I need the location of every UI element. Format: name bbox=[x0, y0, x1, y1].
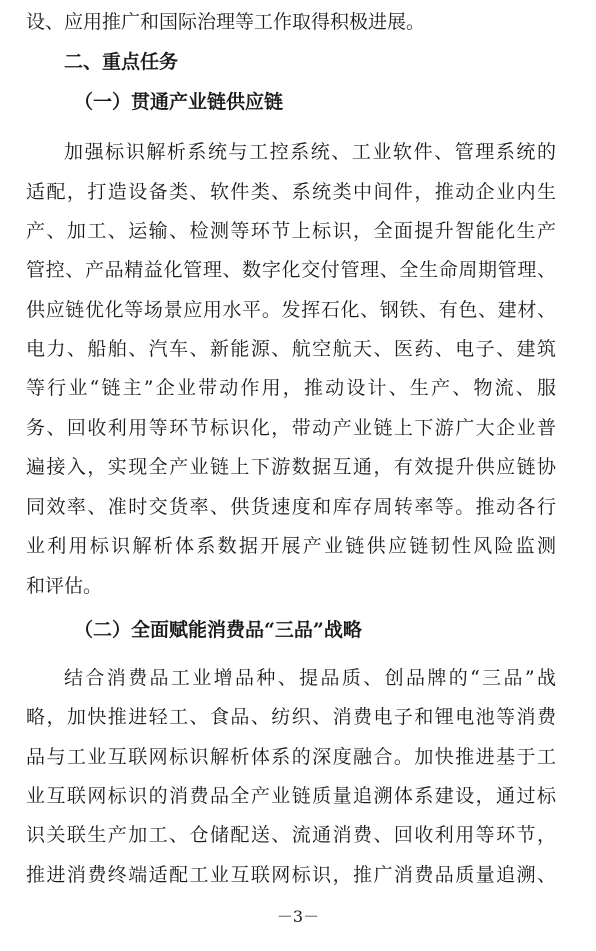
paragraph-line: 管控、产品精益化管理、数字化交付管理、全生命周期管理、 bbox=[26, 259, 556, 281]
paragraph-line: 略，加快推进轻工、食品、纺织、消费电子和锂电池等消费 bbox=[26, 706, 556, 728]
paragraph-line: 识关联生产加工、仓储配送、流通消费、回收利用等环节， bbox=[26, 824, 556, 846]
paragraph-line: 同效率、准时交货率、供货速度和库存周转率等。推动各行 bbox=[26, 496, 556, 518]
paragraph-line: 结合消费品工业增品种、提品质、创品牌的“三品”战 bbox=[64, 667, 556, 689]
paragraph-line: 供应链优化等场景应用水平。发挥石化、钢铁、有色、建材、 bbox=[26, 299, 556, 321]
subsection-heading-2: （二）全面赋能消费品“三品”战略 bbox=[74, 619, 362, 641]
paragraph-line: 和评估。 bbox=[26, 575, 103, 597]
paragraph-line: 业互联网标识的消费品全产业链质量追溯体系建设，通过标 bbox=[26, 785, 556, 807]
section-heading: 二、重点任务 bbox=[64, 51, 179, 73]
paragraph-line: 电力、船舶、汽车、新能源、航空航天、医药、电子、建筑 bbox=[26, 338, 556, 360]
paragraph-line: 加强标识解析系统与工控系统、工业软件、管理系统的 bbox=[64, 141, 556, 163]
paragraph-line: 等行业“链主”企业带动作用，推动设计、生产、物流、服 bbox=[26, 377, 556, 399]
page-number: －3－ bbox=[276, 907, 320, 926]
continued-paragraph-line: 设、应用推广和国际治理等工作取得积极进展。 bbox=[26, 11, 426, 33]
subsection-heading-1: （一）贯通产业链供应链 bbox=[74, 91, 284, 113]
paragraph-line: 适配，打造设备类、软件类、系统类中间件，推动企业内生 bbox=[26, 181, 556, 203]
paragraph-line: 务、回收利用等环节标识化，带动产业链上下游广大企业普 bbox=[26, 417, 556, 439]
paragraph-line: 业利用标识解析体系数据开展产业链供应链韧性风险监测 bbox=[26, 535, 556, 557]
paragraph-line: 推进消费终端适配工业互联网标识，推广消费品质量追溯、 bbox=[26, 864, 556, 886]
paragraph-line: 遍接入，实现全产业链上下游数据互通，有效提升供应链协 bbox=[26, 456, 556, 478]
paragraph-line: 产、加工、运输、检测等环节上标识，全面提升智能化生产 bbox=[26, 220, 556, 242]
paragraph-line: 品与工业互联网标识解析体系的深度融合。加快推进基于工 bbox=[26, 746, 556, 768]
